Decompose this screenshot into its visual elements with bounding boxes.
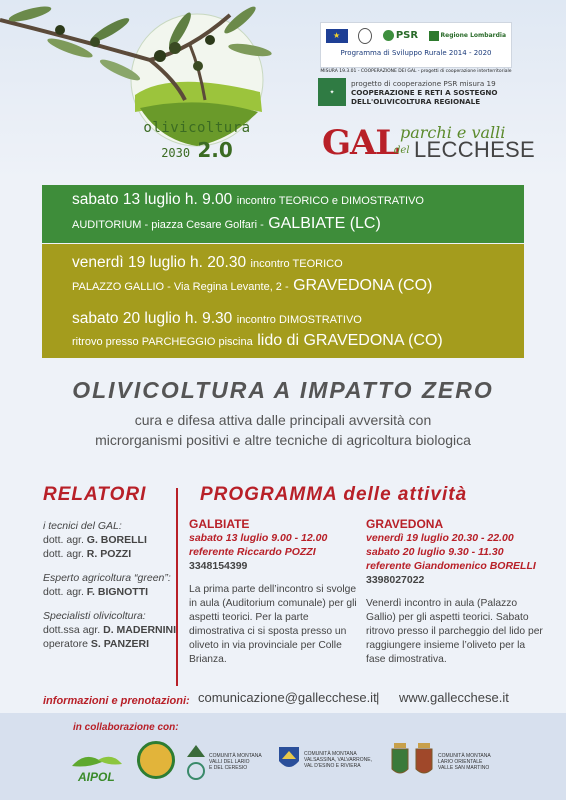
- programma-gravedona: [366, 517, 546, 667]
- program-referent: referente Riccardo POZZI: [189, 546, 316, 558]
- olivi-line1: olivicoltura: [143, 120, 251, 136]
- gal-name: GAL: [322, 123, 399, 163]
- gal-tagline: parchi e valli: [400, 123, 506, 142]
- event-2-line1: venerdì 19 luglio h. 20.30 incontro TEORICO: [72, 254, 343, 271]
- program-city: GALBIATE: [189, 517, 250, 531]
- lombardia-logo: Regione Lombardia: [429, 31, 507, 41]
- coat-of-arms-icon: [390, 741, 436, 781]
- programma-galbiate: [189, 517, 359, 667]
- header: [0, 0, 566, 182]
- coop-line1: progetto di cooperazione PSR misura 19: [351, 78, 496, 88]
- cm-valsassina-logo: COMUNITÀ MONTANA VALSASSINA, VALVARRONE, VAL D'ESINO E RIVIERA: [277, 741, 387, 785]
- olivi-line2: 2030 2.0: [161, 138, 233, 162]
- event-bar-gravedona: [42, 244, 524, 358]
- event-3-line2: ritrovo presso PARCHEGGIO piscina lido di GRAVEDONA (CO): [72, 332, 443, 349]
- gal-lecchese: LECCHESE: [414, 137, 535, 162]
- coop-line2: COOPERAZIONE E RETI A SOSTEGNO: [351, 87, 498, 97]
- gal-logo: [322, 121, 535, 163]
- event-1-line1: sabato 13 luglio h. 9.00 incontro TEORICO e DIMOSTRATIVO: [72, 191, 424, 208]
- program-description: Venerdì incontro in aula (Palazzo Gallio) per gli aspetti teorici. Sabato ritrovo presso il parcheggio del lido per raggiungere insieme l’oliveto per la fase dimostrativa.: [366, 598, 543, 665]
- relatore: operatore S. PANZERI: [43, 638, 150, 650]
- psr-logo: PSR: [383, 30, 418, 41]
- main-title: OLIVICOLTURA A IMPATTO ZERO: [72, 377, 494, 403]
- association-seal-icon: [137, 741, 175, 779]
- svg-text:AIPOL: AIPOL: [78, 770, 115, 784]
- lombardia-icon: [429, 31, 439, 41]
- relatori-group-head: i tecnici del GAL:: [43, 520, 122, 532]
- psr-icon: [383, 30, 394, 41]
- program-referent: referente Giandomenico BORELLI: [366, 560, 536, 572]
- relatori-group-head: Specialisti olivicoltura:: [43, 610, 146, 622]
- event-bar-galbiate: [42, 185, 524, 243]
- program-phone: 3348154399: [189, 560, 248, 572]
- info-separator: |: [376, 690, 380, 705]
- eu-program-text: Programma di Sviluppo Rurale 2014 - 2020: [340, 49, 492, 57]
- coop-line3: DELL'OLIVICOLTURA REGIONALE: [351, 96, 481, 106]
- program-date: sabato 13 luglio 9.00 - 12.00: [189, 532, 328, 544]
- relatore: dott. agr. F. BIGNOTTI: [43, 586, 149, 598]
- program-description: La prima parte dell’incontro si svolge in aula (Auditorium comunale) per gli aspetti teorici. Per la parte dimostrativa ci si sposta presso un oliveto in via provinciale per Colle Brianza.: [189, 584, 357, 665]
- eu-misura-text: MISURA 19.3.01 - COOPERAZIONE DEI GAL - progetti di cooperazione interterritoriale: [320, 69, 512, 74]
- subtitle: cura e difesa attiva dalle principali avversità con microrganismi positivi e altre tecniche di agricoltura biologica: [95, 412, 471, 448]
- programma-title: PROGRAMMA delle attività: [200, 484, 468, 505]
- eu-flag-icon: [326, 29, 348, 43]
- event-2-line2: PALAZZO GALLIO - Via Regina Levante, 2 - GRAVEDONA (CO): [72, 277, 433, 294]
- mountain-icon: [185, 741, 207, 781]
- aipol-logo: [68, 748, 126, 784]
- italy-seal-icon: [358, 28, 372, 44]
- relatore: dott.ssa agr. D. MADERNINI: [43, 624, 177, 636]
- shield-icon: [277, 745, 301, 775]
- program-date: sabato 20 luglio 9.30 - 11.30: [366, 546, 504, 558]
- relatori-title: RELATORI: [43, 484, 147, 505]
- cm-valli-lario-logo: COMUNITÀ MONTANA VALLI DEL LARIO E DEL CERESIO: [185, 741, 275, 785]
- info-bar: [43, 691, 543, 709]
- gal-del: del: [394, 145, 410, 156]
- relatore: dott. agr. G. BORELLI: [43, 534, 147, 546]
- website-link[interactable]: www.gallecchese.it: [399, 690, 509, 705]
- relatori-list: [43, 519, 178, 651]
- event-1-line2: AUDITORIUM - piazza Cesare Golfari - GALBIATE (LC): [72, 215, 381, 232]
- email-link[interactable]: comunicazione@gallecchese.it: [198, 690, 377, 705]
- program-phone: 3398027022: [366, 574, 425, 586]
- info-label: informazioni e prenotazioni:: [43, 695, 190, 707]
- relatore: dott. agr. R. POZZI: [43, 548, 132, 560]
- olivicoltura-logo-text: [142, 120, 252, 162]
- cm-lario-orientale-logo: COMUNITÀ MONTANA LARIO ORIENTALE VALLE SAN MARTINO: [390, 741, 502, 789]
- collab-label: in collaborazione con:: [73, 722, 179, 733]
- footer: [0, 713, 566, 800]
- eu-funding-banner: [320, 22, 512, 68]
- program-city: GRAVEDONA: [366, 517, 444, 531]
- event-3-line1: sabato 20 luglio h. 9.30 incontro DIMOSTRATIVO: [72, 310, 362, 327]
- leader-logo-icon: ✦: [318, 78, 346, 106]
- relatori-group-head: Esperto agricoltura “green”:: [43, 572, 171, 584]
- cooperation-block: [318, 75, 530, 109]
- program-date: venerdì 19 luglio 20.30 - 22.00: [366, 532, 514, 544]
